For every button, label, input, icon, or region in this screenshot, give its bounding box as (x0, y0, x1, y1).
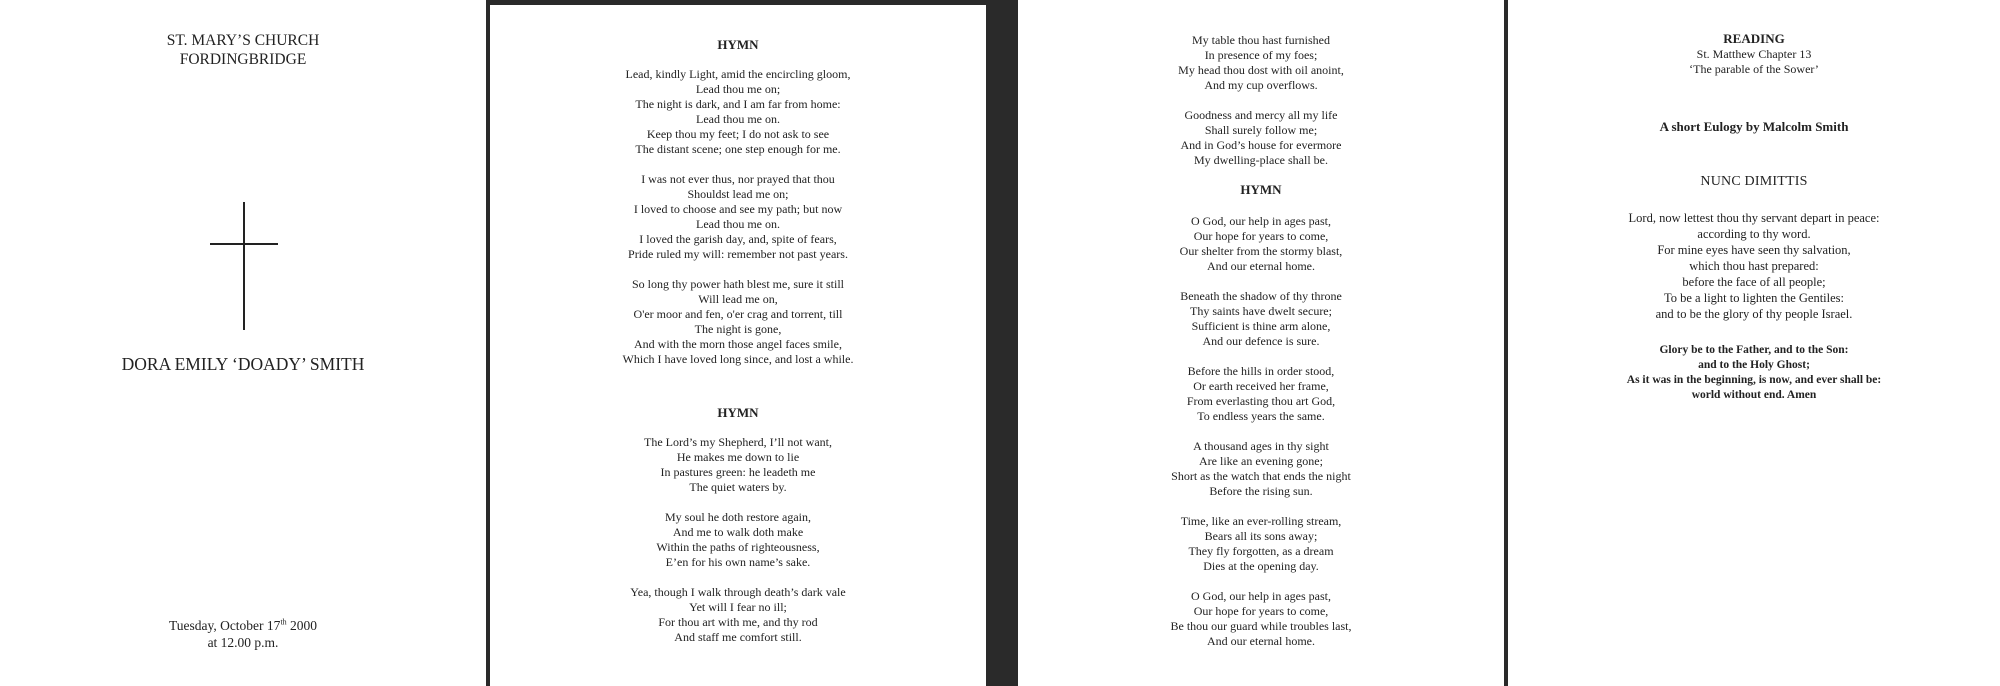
verse-line: And our defence is sure. (1202, 334, 1320, 348)
verse-line: Pride ruled my will: remember not past years. (628, 247, 848, 261)
text-line: and to the Holy Ghost; (1698, 359, 1810, 371)
stanza (1018, 589, 1504, 649)
service-time: at 12.00 p.m. (207, 635, 279, 650)
verse-line: The distant scene; one step enough for me. (635, 142, 841, 156)
verse-line: The night is gone, (694, 322, 782, 336)
verse-line: Which I have loved long since, and lost a while. (622, 352, 854, 366)
verse-line: And with the morn those angel faces smile, (634, 337, 842, 351)
verse-line: And my cup overflows. (1204, 78, 1318, 92)
hymn-2-title: HYMN (717, 405, 759, 420)
verse-line: Be thou our guard while troubles last, (1170, 619, 1352, 633)
verse-line: O'er moor and fen, o'er crag and torrent, till (633, 307, 843, 321)
verse-line: Dies at the opening day. (1203, 559, 1319, 573)
verse-line: Lead thou me on; (695, 82, 781, 96)
verse-line: O God, our help in ages past, (1191, 214, 1331, 228)
text-line: For mine eyes have seen thy salvation, (1657, 243, 1851, 257)
town-name: FORDINGBRIDGE (179, 51, 307, 68)
cover-page (0, 0, 486, 686)
verse-line: Lead thou me on. (696, 112, 780, 126)
hymn-page-2 (1018, 0, 1504, 686)
church-name: ST. MARY’S CHURCH (166, 32, 320, 49)
verse-line: I loved to choose and see my path; but now (633, 202, 843, 216)
verse-line: So long thy power hath blest me, sure it still (632, 277, 844, 291)
church-header (0, 31, 486, 69)
verse-line: The night is dark, and I am far from home: (635, 97, 841, 111)
stanza (490, 172, 986, 262)
verse-line: From everlasting thou art God, (1186, 394, 1336, 408)
verse-line: Or earth received her frame, (1193, 379, 1329, 393)
reading-reference: St. Matthew Chapter 13 (1696, 47, 1812, 61)
verse-line: I loved the garish day, and, spite of fears, (639, 232, 837, 246)
verse-line: Shouldst lead me on; (687, 187, 789, 201)
verse-line: And in God’s house for evermore (1180, 138, 1342, 152)
reading-section (1508, 31, 2000, 77)
hymn-1-title: HYMN (717, 37, 759, 52)
hymn-3-text (1018, 214, 1504, 649)
verse-line: And me to walk doth make (672, 525, 804, 539)
verse-line: They fly forgotten, as a dream (1188, 544, 1334, 558)
stanza (1018, 439, 1504, 499)
verse-line: Within the paths of righteousness, (656, 540, 820, 554)
stanza (1018, 364, 1504, 424)
verse-line: Yea, though I walk through death’s dark vale (630, 585, 846, 599)
verse-line: The quiet waters by. (689, 480, 787, 494)
stanza (490, 435, 986, 495)
verse-line: Our shelter from the stormy blast, (1179, 244, 1343, 258)
verse-line: Our hope for years to come, (1193, 229, 1329, 243)
gloria-text (1508, 343, 2000, 403)
verse-line: Shall surely follow me; (1204, 123, 1318, 137)
verse-line: And staff me comfort still. (674, 630, 802, 644)
verse-line: Keep thou my feet; I do not ask to see (646, 127, 830, 141)
verse-line: Will lead me on, (698, 292, 778, 306)
verse-line: Short as the watch that ends the night (1171, 469, 1351, 483)
hymn-3-title: HYMN (1240, 182, 1282, 197)
verse-line: A thousand ages in thy sight (1193, 439, 1329, 453)
stanza (1018, 514, 1504, 574)
text-line: Glory be to the Father, and to the Son: (1659, 344, 1849, 356)
hymn-2-continued (1018, 33, 1504, 168)
stanza (490, 67, 986, 157)
stanza (490, 510, 986, 570)
nunc-dimittis-text (1508, 210, 2000, 322)
service-date: Tuesday, October 17th 2000 (168, 617, 318, 633)
verse-line: I was not ever thus, nor prayed that thou (641, 172, 835, 186)
verse-line: And our eternal home. (1207, 634, 1315, 648)
verse-line: In pastures green: he leadeth me (660, 465, 816, 479)
text-line: which thou hast prepared: (1689, 259, 1819, 273)
verse-line: E’en for his own name’s sake. (665, 555, 811, 569)
verse-line: Thy saints have dwelt secure; (1190, 304, 1332, 318)
text-line: and to be the glory of thy people Israel. (1655, 307, 1853, 321)
page-top-edge (490, 0, 986, 5)
verse-line: Sufficient is thine arm alone, (1191, 319, 1331, 333)
text-line: according to thy word. (1697, 227, 1811, 241)
cross-icon-bar (210, 243, 278, 245)
verse-line: Beneath the shadow of thy throne (1180, 289, 1342, 303)
hymn-page-1 (490, 0, 986, 686)
verse-line: My table thou hast furnished (1192, 33, 1330, 47)
verse-line: Before the hills in order stood, (1187, 364, 1335, 378)
stanza (1018, 33, 1504, 93)
stanza (1018, 108, 1504, 168)
verse-line: In presence of my foes; (1204, 48, 1318, 62)
text-line: To be a light to lighten the Gentiles: (1664, 291, 1844, 305)
verse-line: My head thou dost with oil anoint, (1178, 63, 1344, 77)
verse-line: The Lord’s my Shepherd, I’ll not want, (644, 435, 832, 449)
verse-line: Bears all its sons away; (1204, 529, 1318, 543)
text-line: Lord, now lettest thou thy servant depart in peace: (1628, 211, 1880, 225)
text-line: As it was in the beginning, is now, and ever shall be: (1626, 374, 1882, 386)
stanza (1018, 289, 1504, 349)
eulogy-line: A short Eulogy by Malcolm Smith (1659, 119, 1849, 134)
verse-line: Goodness and mercy all my life (1184, 108, 1338, 122)
verse-line: Our hope for years to come, (1193, 604, 1329, 618)
verse-line: Lead thou me on. (696, 217, 780, 231)
verse-line: Before the rising sun. (1209, 484, 1313, 498)
verse-line: My dwelling-place shall be. (1194, 153, 1328, 167)
reading-title: READING (1723, 31, 1785, 46)
text-line: before the face of all people; (1682, 275, 1826, 289)
verse-line: My soul he doth restore again, (665, 510, 811, 524)
stanza (490, 277, 986, 367)
reading-subtitle: ‘The parable of the Sower’ (1689, 62, 1819, 76)
readings-page (1508, 0, 2000, 686)
verse-line: Time, like an ever-rolling stream, (1180, 514, 1342, 528)
verse-line: Are like an evening gone; (1199, 454, 1323, 468)
verse-line: O God, our help in ages past, (1191, 589, 1331, 603)
nunc-dimittis-title: NUNC DIMITTIS (1700, 174, 1808, 189)
stanza (1018, 214, 1504, 274)
hymn-2-text (490, 435, 986, 645)
verse-line: For thou art with me, and thy rod (658, 615, 818, 629)
verse-line: Lead, kindly Light, amid the encircling gloom, (625, 67, 851, 81)
verse-line: He makes me down to lie (676, 450, 800, 464)
deceased-name: DORA EMILY ‘DOADY’ SMITH (121, 354, 365, 374)
service-datetime (0, 617, 486, 651)
verse-line: To endless years the same. (1197, 409, 1325, 423)
cross-icon (243, 202, 245, 330)
verse-line: Yet will I fear no ill; (689, 600, 787, 614)
hymn-1-text (490, 67, 986, 367)
verse-line: And our eternal home. (1207, 259, 1315, 273)
text-line: world without end. Amen (1691, 389, 1817, 401)
stanza (490, 585, 986, 645)
